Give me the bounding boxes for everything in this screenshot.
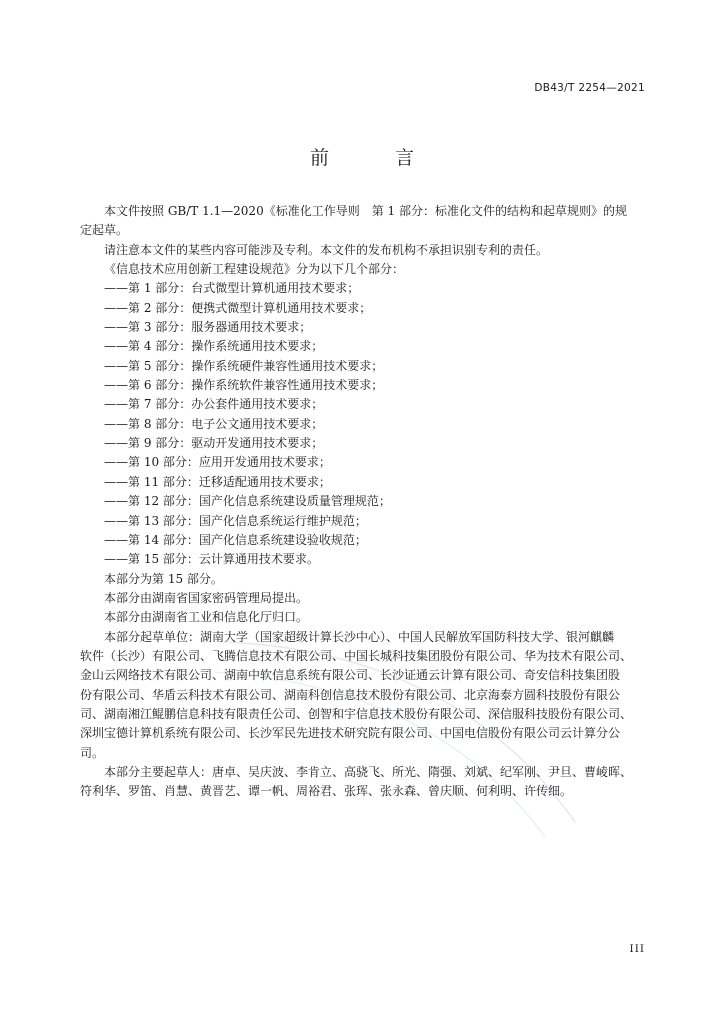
series-intro: 《信息技术应用创新工程建设规范》分为以下几个部分： [104, 262, 405, 277]
list-item: ——第 3 部分：服务器通用技术要求； [104, 320, 312, 335]
standard-code: DB43/T 2254—2021 [534, 82, 645, 94]
centralizing-unit-statement: 本部分由湖南省工业和信息化厅归口。 [104, 610, 309, 625]
page-title: 前 言 [309, 147, 445, 169]
page-number: III [629, 943, 645, 955]
text-line: 本部分起草单位：湖南大学（国家超级计算长沙中心）、中国人民解放军国防科技大学、银河麒麟 [104, 629, 615, 644]
list-item: ——第 9 部分：驱动开发通用技术要求； [104, 436, 324, 451]
text-line: 软件（长沙）有限公司、飞腾信息技术有限公司、中国长城科技集团股份有限公司、华为技术有限公司、 [80, 648, 633, 663]
list-item: ——第 7 部分：办公套件通用技术要求； [104, 397, 324, 412]
text-line: 司、湖南湘江鲲鹏信息科技有限责任公司、创智和宇信息技术股份有限公司、深信服科技股份有限公司、 [80, 706, 633, 721]
text-line: 定起草。 [80, 223, 129, 238]
paragraph-scope [80, 202, 650, 241]
drafting-units [80, 628, 650, 763]
list-item: ——第 10 部分：应用开发通用技术要求； [104, 455, 331, 470]
text-line: 司。 [80, 745, 105, 760]
text-line: 深圳宝德计算机系统有限公司、长沙军民先进技术研究院有限公司、中国电信股份有限公司云计算分公 [80, 726, 621, 741]
text-line: 份有限公司、华盾云科技术有限公司、湖南科创信息技术股份有限公司、北京海泰方圆科技股份有限公 [80, 687, 621, 702]
list-item: ——第 15 部分：云计算通用技术要求。 [104, 552, 319, 567]
list-item: ——第 14 部分：国产化信息系统建设验收规范； [104, 532, 367, 547]
text-line: 金山云网络技术有限公司、湖南中软信息系统有限公司、长沙证通云计算有限公司、奇安信科技集团股 [80, 668, 621, 683]
parts-list [104, 279, 650, 569]
list-item: ——第 13 部分：国产化信息系统运行维护规范； [104, 513, 367, 528]
list-item: ——第 2 部分：便携式微型计算机通用技术要求； [104, 300, 372, 315]
proposer-statement: 本部分由湖南省国家密码管理局提出。 [104, 590, 309, 605]
text-line: 符利华、罗笛、肖慧、黄晋艺、谭一帆、周裕君、张珲、张永森、曾庆顺、何利明、许传细。 [80, 784, 573, 799]
patent-notice: 请注意本文件的某些内容可能涉及专利。本文件的发布机构不承担识别专利的责任。 [104, 242, 549, 257]
document-body [80, 202, 650, 802]
list-item: ——第 4 部分：操作系统通用技术要求； [104, 339, 324, 354]
part-number-statement: 本部分为第 15 部分。 [104, 571, 223, 586]
text-line: 本文件按照 GB/T 1.1—2020《标准化工作导则 第 1 部分：标准化文件的结构和起草规则》的规 [104, 204, 627, 218]
list-item: ——第 1 部分：台式微型计算机通用技术要求； [104, 281, 360, 296]
list-item: ——第 12 部分：国产化信息系统建设质量管理规范； [104, 494, 391, 509]
text-line: 本部分主要起草人：唐卓、吴庆波、李肯立、高骁飞、所光、隋强、刘斌、纪军刚、尹旦、曹崚晖、 [104, 764, 633, 779]
list-item: ——第 11 部分：迁移适配通用技术要求； [104, 474, 331, 489]
list-item: ——第 6 部分：操作系统软件兼容性通用技术要求； [104, 378, 384, 393]
list-item: ——第 5 部分：操作系统硬件兼容性通用技术要求； [104, 358, 384, 373]
drafters [80, 763, 650, 802]
list-item: ——第 8 部分：电子公文通用技术要求； [104, 416, 324, 431]
